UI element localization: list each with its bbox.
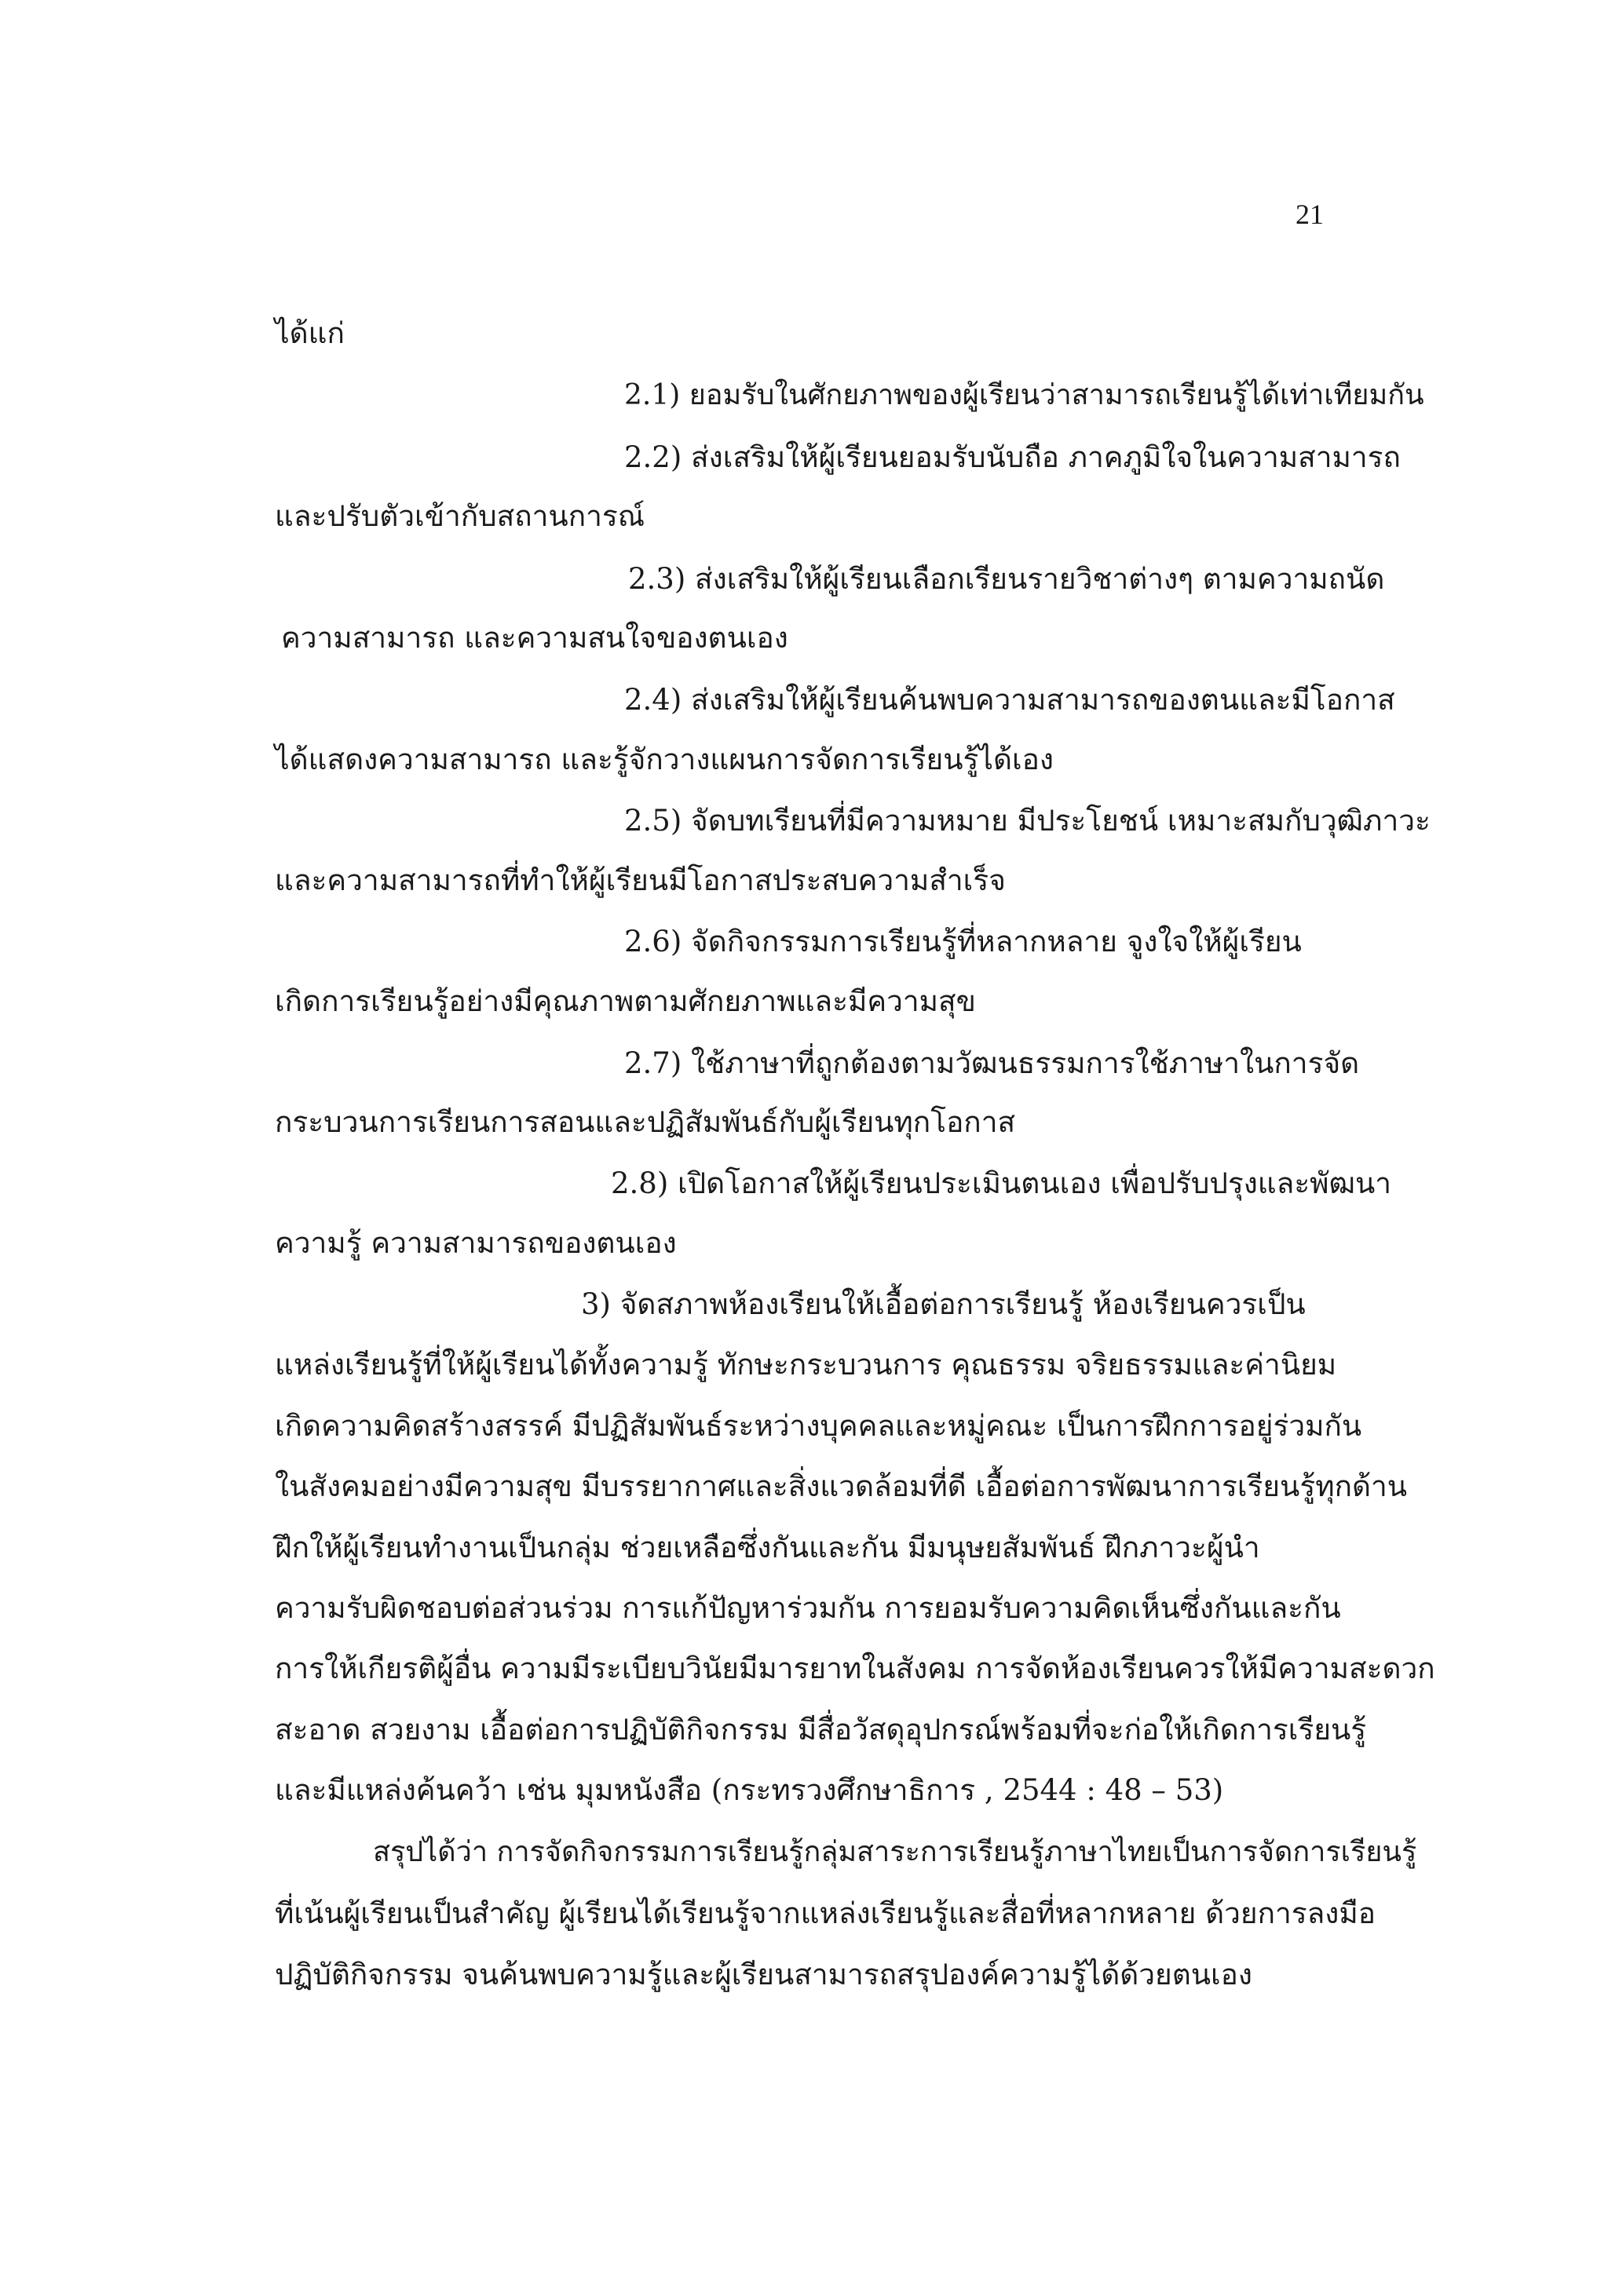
text-line: เกิดความคิดสร้างสรรค์ มีปฏิสัมพันธ์ระหว่างบุคคลและหมู่คณะ เป็นการฝึกการอยู่ร่วมกัน bbox=[275, 1409, 1362, 1443]
text-line: ได้แก่ bbox=[275, 316, 345, 350]
page-number: 21 bbox=[1296, 199, 1324, 230]
text-line: แหล่งเรียนรู้ที่ให้ผู้เรียนได้ทั้งความรู้ ทักษะกระบวนการ คุณธรรม จริยธรรมและค่านิยม bbox=[275, 1348, 1337, 1382]
text-line: และมีแหล่งค้นคว้า เช่น มุมหนังสือ (กระทรวงศึกษาธิการ , 2544 : 48 – 53) bbox=[275, 1773, 1224, 1807]
text-line: 2.8) เปิดโอกาสให้ผู้เรียนประเมินตนเอง เพื่อปรับปรุงและพัฒนา bbox=[611, 1166, 1392, 1200]
text-line: การให้เกียรติผู้อื่น ความมีระเบียบวินัยมีมารยาทในสังคม การจัดห้องเรียนควรให้มีความสะดวก bbox=[275, 1652, 1435, 1685]
text-line: ความสามารถ และความสนใจของตนเอง bbox=[281, 621, 788, 655]
text-line: ฝึกให้ผู้เรียนทำงานเป็นกลุ่ม ช่วยเหลือซึ่งกันและกัน มีมนุษยสัมพันธ์ ฝึกภาวะผู้นำ bbox=[275, 1531, 1260, 1564]
text-line: 2.4) ส่งเสริมให้ผู้เรียนค้นพบความสามารถของตนและมีโอกาส bbox=[624, 683, 1395, 717]
text-line: สรุปได้ว่า การจัดกิจกรรมการเรียนรู้กลุ่มสาระการเรียนรู้ภาษาไทยเป็นการจัดการเรียนรู้ bbox=[373, 1836, 1417, 1868]
text-line: และความสามารถที่ทำให้ผู้เรียนมีโอกาสประสบความสำเร็จ bbox=[275, 863, 1006, 897]
text-line: สะอาด สวยงาม เอื้อต่อการปฏิบัติกิจกรรม มีสื่อวัสดุอุปกรณ์พร้อมที่จะก่อให้เกิดการเรียนรู้ bbox=[275, 1713, 1367, 1747]
text-line: กระบวนการเรียนการสอนและปฏิสัมพันธ์กับผู้เรียนทุกโอกาส bbox=[275, 1105, 1016, 1139]
text-line: 2.1) ยอมรับในศักยภาพของผู้เรียนว่าสามารถเรียนรู้ได้เท่าเทียมกัน bbox=[624, 379, 1424, 411]
text-line: ปฏิบัติกิจกรรม จนค้นพบความรู้และผู้เรียนสามารถสรุปองค์ความรู้ได้ด้วยตนเอง bbox=[275, 1958, 1252, 1991]
text-line: เกิดการเรียนรู้อย่างมีคุณภาพตามศักยภาพและมีความสุข bbox=[275, 984, 976, 1018]
text-line: 2.5) จัดบทเรียนที่มีความหมาย มีประโยชน์ เหมาะสมกับวุฒิภาวะ bbox=[624, 804, 1431, 838]
text-line: ได้แสดงความสามารถ และรู้จักวางแผนการจัดการเรียนรู้ได้เอง bbox=[275, 743, 1054, 776]
text-line: ในสังคมอย่างมีความสุข มีบรรยากาศและสิ่งแวดล้อมที่ดี เอื้อต่อการพัฒนาการเรียนรู้ทุกด้าน bbox=[275, 1469, 1408, 1503]
text-line: ความรับผิดชอบต่อส่วนร่วม การแก้ปัญหาร่วมกัน การยอมรับความคิดเห็นซึ่งกันและกัน bbox=[275, 1591, 1341, 1625]
text-line: 2.7) ใช้ภาษาที่ถูกต้องตามวัฒนธรรมการใช้ภาษาในการจัด bbox=[624, 1046, 1360, 1080]
text-line: 2.3) ส่งเสริมให้ผู้เรียนเลือกเรียนรายวิชาต่างๆ ตามความถนัด bbox=[628, 562, 1385, 596]
text-line: ที่เน้นผู้เรียนเป็นสำคัญ ผู้เรียนได้เรียนรู้จากแหล่งเรียนรู้และสื่อที่หลากหลาย ด้วยการลงมือ bbox=[275, 1896, 1376, 1930]
text-line: และปรับตัวเข้ากับสถานการณ์ bbox=[275, 499, 645, 533]
text-line: ความรู้ ความสามารถของตนเอง bbox=[275, 1226, 677, 1260]
text-line: 2.2) ส่งเสริมให้ผู้เรียนยอมรับนับถือ ภาคภูมิใจในความสามารถ bbox=[624, 440, 1401, 474]
text-line: 2.6) จัดกิจกรรมการเรียนรู้ที่หลากหลาย จูงใจให้ผู้เรียน bbox=[624, 925, 1302, 958]
text-line: 3) จัดสภาพห้องเรียนให้เอื้อต่อการเรียนรู้ ห้องเรียนควรเป็น bbox=[581, 1287, 1306, 1321]
